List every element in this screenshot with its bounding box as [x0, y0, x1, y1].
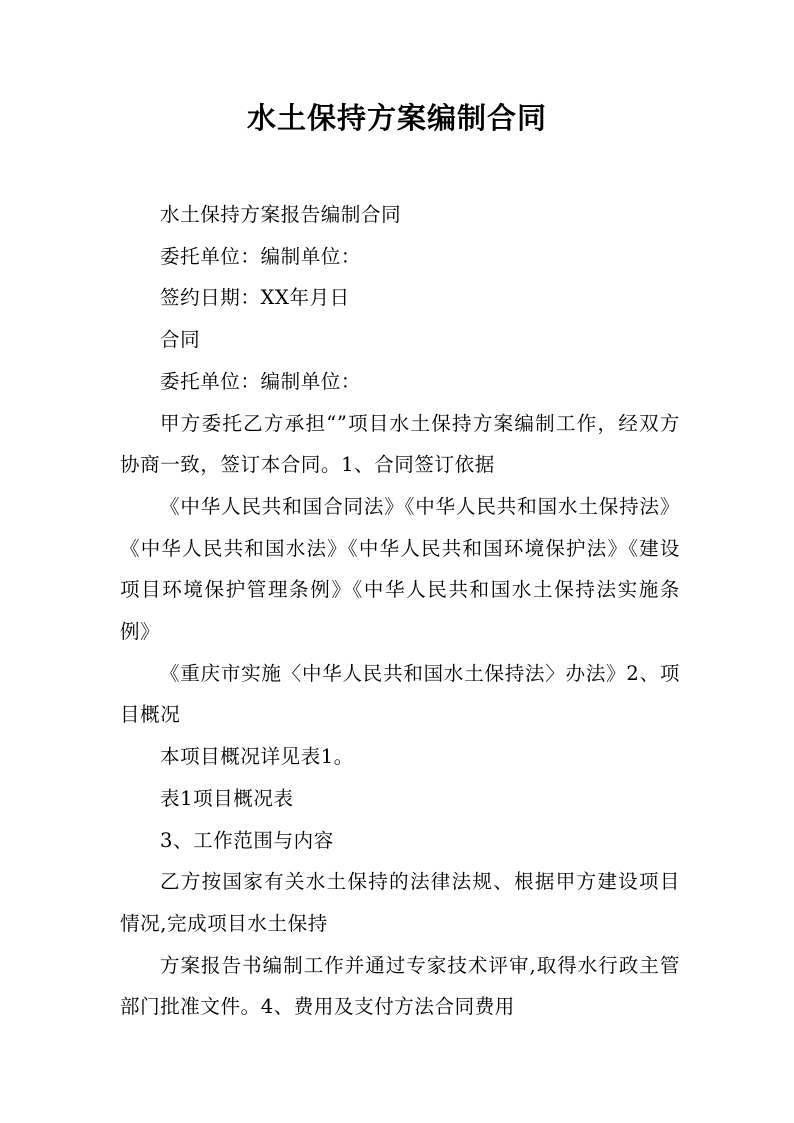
paragraph-scope-heading: 3、工作范围与内容	[160, 828, 334, 852]
paragraph-contract-heading: 合同	[160, 328, 201, 352]
document-title: 水土保持方案编制合同	[246, 101, 547, 135]
paragraph-commission: 甲方委托乙方承担“”项目水土保持方案编制工作，经双方协商一致，签订本合同。1、合同签订依据	[120, 411, 680, 477]
paragraph-legal-basis: 《中华人民共和国合同法》《中华人民共和国水土保持法》《中华人民共和国水法》《中华人民共和国环境保护法》《建设项目环境保护管理条例》《中华人民共和国水土保持法实施条例》	[120, 494, 680, 644]
paragraph-sign-date: 签约日期：XX年月日	[160, 286, 350, 310]
paragraph-parties: 委托单位：编制单位：	[160, 244, 362, 268]
paragraph-parties-repeat: 委托单位：编制单位：	[160, 369, 362, 393]
document-body	[120, 194, 680, 1028]
paragraph-chongqing-rules: 《重庆市实施〈中华人民共和国水土保持法〉办法》2、项目概况	[120, 661, 680, 727]
paragraph-scope-content: 乙方按国家有关水土保持的法律法规、根据甲方建设项目情况,完成项目水土保持	[120, 870, 680, 935]
paragraph-table-caption: 表1项目概况表	[160, 786, 294, 810]
paragraph-project-overview: 本项目概况详见表1。	[160, 745, 354, 769]
paragraph-report-approval: 方案报告书编制工作并通过专家技术评审,取得水行政主管部门批准文件。4、费用及支付方法合同费用	[120, 953, 680, 1019]
paragraph-contract-name: 水土保持方案报告编制合同	[160, 203, 402, 226]
